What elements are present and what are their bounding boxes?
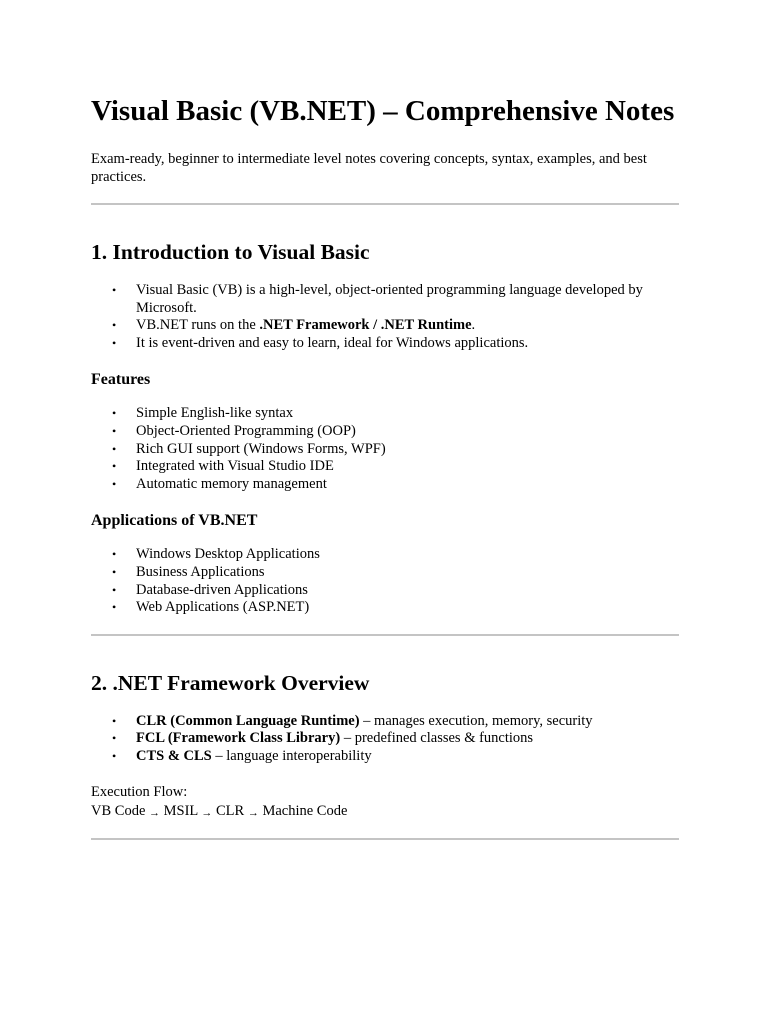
list-item-bold-text: .NET Framework / .NET Runtime [259, 317, 472, 334]
list-item [91, 405, 679, 423]
page-title: Visual Basic (VB.NET) – Comprehensive Notes [91, 95, 675, 127]
component-description: – predefined classes & functions [340, 730, 534, 747]
list-item [91, 546, 679, 564]
bullet-icon: • [112, 441, 117, 456]
list-item [91, 748, 679, 766]
list-item-text: Integrated with Visual Studio IDE [136, 458, 334, 475]
flow-step: MSIL [163, 802, 198, 819]
bullet-icon: • [112, 459, 117, 474]
arrow-right-icon: → [201, 806, 213, 819]
bullet-icon: • [112, 318, 117, 333]
list-item-text: Object-Oriented Programming (OOP) [136, 422, 356, 439]
list-item-text: VB.NET runs on the [136, 317, 260, 334]
list-item-text: Rich GUI support (Windows Forms, WPF) [136, 440, 386, 457]
intro-list [91, 282, 679, 352]
list-item [91, 564, 679, 582]
list-item [91, 423, 679, 441]
divider [91, 634, 679, 636]
section-heading-introduction: 1. Introduction to Visual Basic [91, 240, 370, 264]
bullet-icon: • [112, 423, 117, 438]
list-item-text: It is event-driven and easy to learn, ideal for Windows applications. [136, 334, 529, 351]
list-item [91, 335, 679, 353]
arrow-right-icon: → [149, 806, 160, 819]
list-item [91, 282, 679, 317]
execution-flow-label: Execution Flow: [91, 783, 188, 800]
subheading-features: Features [91, 371, 151, 389]
subheading-applications: Applications of VB.NET [91, 512, 258, 530]
bullet-icon: • [112, 406, 117, 421]
list-item-text: . [471, 317, 476, 334]
section-heading-framework: 2. .NET Framework Overview [91, 670, 370, 695]
component-description: – language interoperability [211, 747, 372, 764]
list-item-text: Visual Basic (VB) is a high-level, object-oriented programming language developed by Microsoft. [136, 282, 643, 316]
document-content [91, 94, 679, 840]
applications-list [91, 546, 679, 616]
bullet-icon: • [112, 731, 117, 746]
list-item [91, 582, 679, 600]
execution-flow [91, 802, 679, 823]
list-item-text: Windows Desktop Applications [136, 546, 320, 563]
bullet-icon: • [112, 582, 117, 597]
list-item [91, 713, 679, 731]
component-description: – manages execution, memory, security [359, 712, 593, 729]
arrow-right-icon: → [247, 806, 259, 819]
component-term: FCL (Framework Class Library) [136, 730, 341, 747]
bullet-icon: • [112, 476, 117, 491]
list-item [91, 599, 679, 617]
bullet-icon: • [112, 283, 117, 297]
list-item-text: Database-driven Applications [136, 581, 308, 598]
framework-components-list [91, 713, 679, 766]
list-item-text: Business Applications [136, 563, 265, 580]
component-term: CTS & CLS [136, 747, 212, 764]
bullet-icon: • [112, 600, 117, 615]
bullet-icon: • [112, 335, 117, 350]
page-subtitle: Exam-ready, beginner to intermediate level notes covering concepts, syntax, examples, and best practices. [91, 151, 647, 185]
features-list [91, 405, 679, 493]
list-item [91, 317, 679, 335]
flow-step: VB Code [91, 802, 146, 819]
bullet-icon: • [112, 547, 117, 562]
list-item [91, 458, 679, 476]
list-item [91, 441, 679, 459]
list-item-text: Simple English-like syntax [136, 405, 294, 422]
list-item [91, 476, 679, 494]
divider [91, 203, 679, 205]
list-item [91, 730, 679, 748]
divider [91, 838, 679, 840]
flow-step: Machine Code [262, 802, 348, 819]
list-item-text: Automatic memory management [136, 475, 327, 492]
bullet-icon: • [112, 748, 117, 763]
flow-step: CLR [215, 802, 245, 819]
list-item-text: Web Applications (ASP.NET) [136, 599, 310, 616]
bullet-icon: • [112, 564, 117, 579]
component-term: CLR (Common Language Runtime) [136, 712, 360, 729]
bullet-icon: • [112, 713, 117, 728]
